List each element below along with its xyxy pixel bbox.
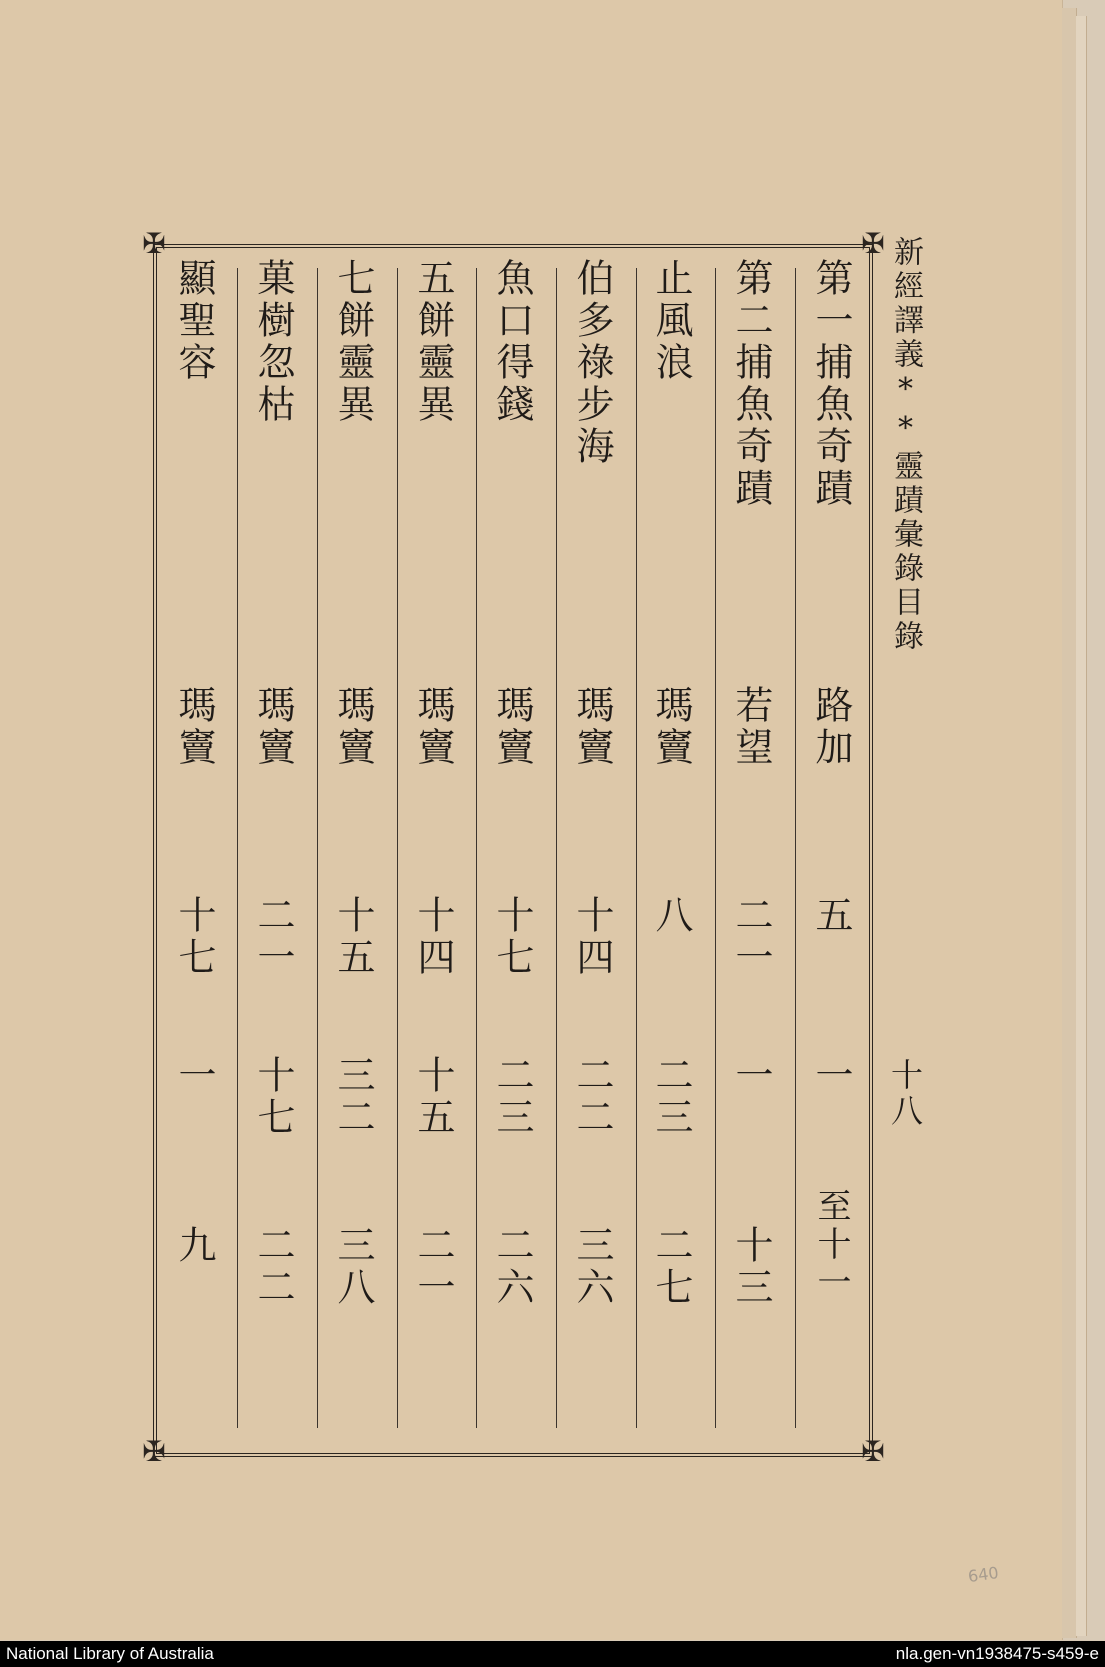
entry-verse-start: 二三 [490,1055,534,1139]
footer-bar [0,1641,1105,1667]
entry-title: 第二捕魚奇蹟 [729,258,773,510]
entry-source: 瑪竇 [251,685,295,769]
entry-verse-end: 三八 [331,1225,375,1309]
entry-verse-start: 一 [729,1055,773,1097]
entry-source: 瑪竇 [172,685,216,769]
entry-verse-start: 三二 [331,1055,375,1139]
entry-chapter: 二一 [729,895,773,979]
entry-source: 瑪竇 [490,685,534,769]
entry-source: 瑪竇 [331,685,375,769]
corner-ornament-icon: ✠ [142,227,166,260]
column-divider [317,268,318,1428]
entry-title: 第一捕魚奇蹟 [809,258,853,510]
entry-chapter: 十五 [331,895,375,979]
entry-verse-start: 一 [809,1055,853,1097]
entry-source: 瑪竇 [649,685,693,769]
page-header-title: 新經譯義**靈蹟彙錄目錄 [888,236,923,654]
entry-verse-start: 十七 [251,1055,295,1139]
entry-source: 路加 [809,685,853,769]
page-number: 十八 [886,1058,924,1130]
column-divider [237,268,238,1428]
entry-verse-end: 三六 [570,1225,614,1309]
entry-chapter: 十七 [490,895,534,979]
page-edge [1076,16,1087,1636]
entry-title: 五餅靈異 [411,258,455,426]
entry-title: 伯多祿步海 [570,258,614,468]
entry-title: 止風浪 [649,258,693,384]
entry-chapter: 十四 [570,895,614,979]
entry-title: 七餅靈異 [331,258,375,426]
entry-verse-end: 二六 [490,1225,534,1309]
entry-verse-end: 九 [172,1225,216,1267]
entry-chapter: 十四 [411,895,455,979]
corner-ornament-icon: ✠ [861,1435,885,1468]
corner-ornament-icon: ✠ [142,1435,166,1468]
column-divider [556,268,557,1428]
entry-title: 菓樹忽枯 [251,258,295,426]
entry-verse-start: 一 [172,1055,216,1097]
entry-chapter: 十七 [172,895,216,979]
entry-source: 瑪竇 [570,685,614,769]
entry-verse-start: 二二 [570,1055,614,1139]
entry-verse-end: 十三 [729,1225,773,1309]
entry-verse-start: 二三 [649,1055,693,1139]
page-edge [1062,8,1077,1638]
entry-chapter: 五 [809,895,853,937]
entry-source: 若望 [729,685,773,769]
corner-ornament-icon: ✠ [861,227,885,260]
column-divider [636,268,637,1428]
entry-title: 顯聖容 [172,258,216,384]
column-divider [397,268,398,1428]
entry-source: 瑪竇 [411,685,455,769]
column-divider [476,268,477,1428]
footer-library-name: National Library of Australia [6,1644,214,1663]
entry-verse-end: 二二 [251,1225,295,1309]
footer-record-id: nla.gen-vn1938475-s459-e [895,1644,1099,1663]
column-divider [715,268,716,1428]
entry-verse-end: 二七 [649,1225,693,1309]
pencil-annotation: 640 [966,1562,1000,1587]
entry-title: 魚口得錢 [490,258,534,426]
entry-chapter: 八 [649,895,693,937]
entry-chapter: 二一 [251,895,295,979]
column-divider [795,268,796,1428]
entry-verse-start: 十五 [411,1055,455,1139]
entry-verse-end: 二一 [411,1225,455,1309]
entry-verse-end: 至十一 [811,1188,851,1302]
